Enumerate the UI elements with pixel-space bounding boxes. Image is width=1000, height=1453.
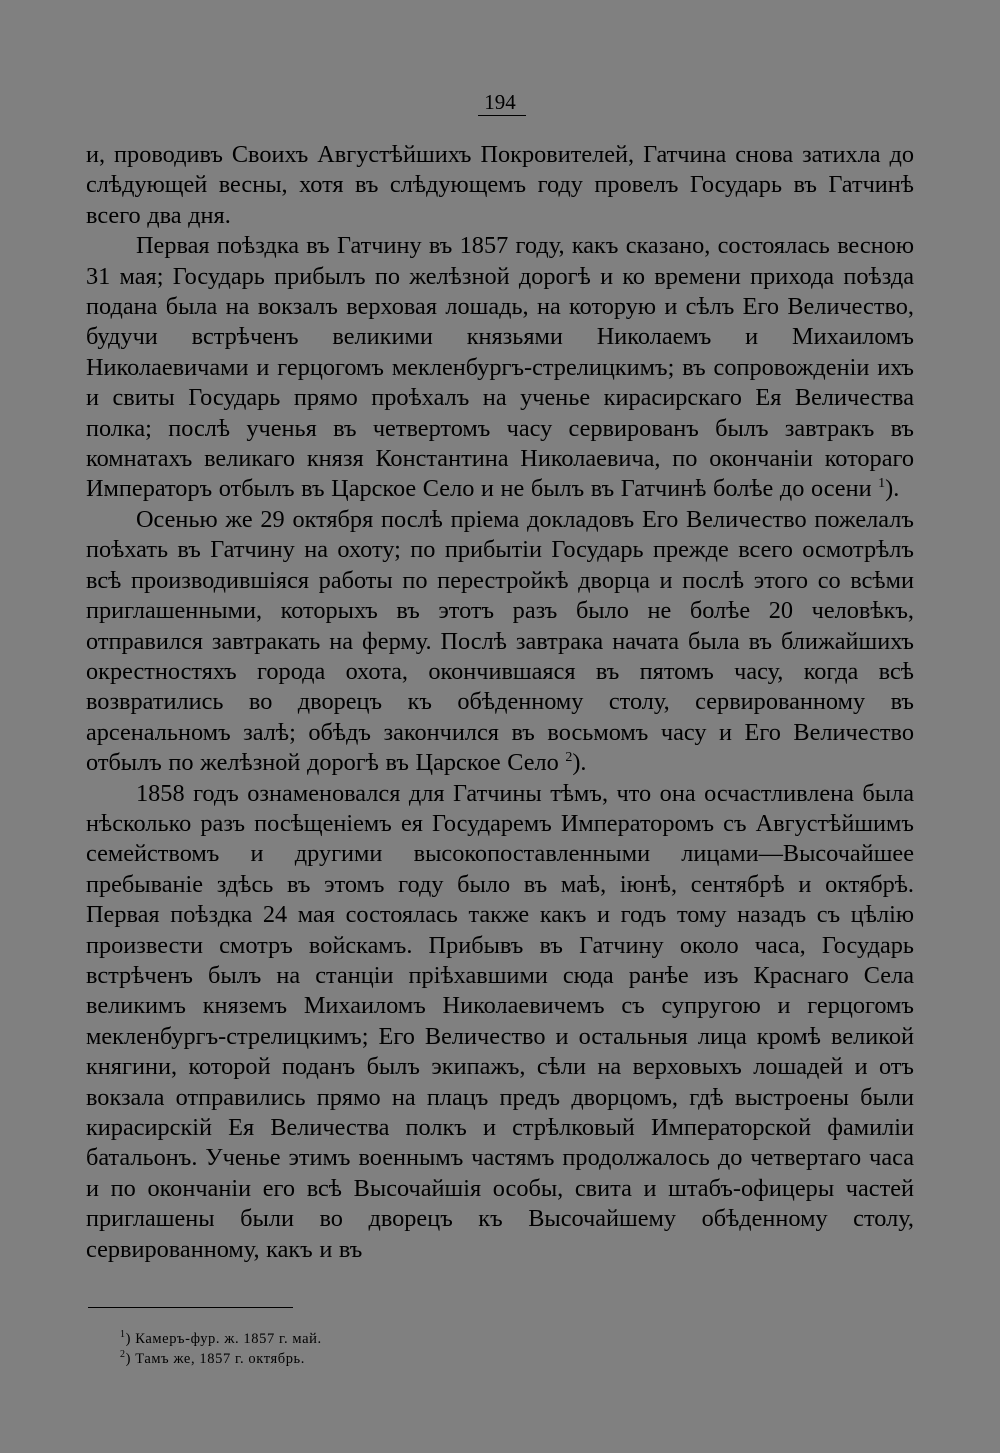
footnote-separator xyxy=(88,1307,293,1308)
footnote-ref-2-close: ). xyxy=(572,749,587,777)
page-number: 194 xyxy=(484,90,516,114)
footnote-2 xyxy=(120,1349,720,1369)
footnote-2-marker: 2 xyxy=(120,1349,126,1360)
footnote-ref-1-close: ). xyxy=(885,475,900,503)
footnotes xyxy=(120,1329,720,1369)
footnote-1-marker: 1 xyxy=(120,1329,126,1340)
footnote-1-text: ) Камеръ-фур. ж. 1857 г. май. xyxy=(125,1331,322,1347)
paragraph-4-text: 1858 годъ ознаменовался для Гатчины тѣмъ, что она осчастливлена была нѣсколько разъ посѣщеніемъ ея Государемъ Императоромъ съ Августѣйшимъ семействомъ и другими высокопоставленными лицами—Высочайшее пребываніе здѣсь въ этомъ году было въ маѣ, іюнѣ, сентябрѣ и октябрѣ. Первая поѣздка 24 мая состоялась также какъ и годъ тому назадъ съ цѣлію произвести смотръ войскамъ. Прибывъ въ Гатчину около часа, Государь встрѣченъ былъ на станціи пріѣхавшими сюда ранѣе изъ Краснаго Села великимъ княземъ Михаиломъ Николаевичемъ съ супругою и герцогомъ мекленбургъ-стрелицкимъ; Его Величество и остальныя лица кромѣ великой княгини, которой поданъ былъ экипажъ, сѣли на верховыхъ лошадей и отъ вокзала отправились прямо на плацъ предъ дворцомъ, гдѣ выстроены были кирасирскій Ея Величества полкъ и стрѣлковый Императорской фамиліи батальонъ. Ученье этимъ военнымъ частямъ продолжалось до четвертаго часа и по окончаніи его всѣ Высочайшія особы, свита и штабъ-офицеры частей приглашены были во дворецъ къ Высочайшему обѣденному столу, сервированному, какъ и въ xyxy=(86,779,914,1263)
paragraph-1-text: и, проводивъ Своихъ Августѣйшихъ Покровителей, Гатчина снова затихла до слѣдующей весны, хотя въ слѣдующемъ году провелъ Государь въ Гатчинѣ всего два дня. xyxy=(86,141,914,229)
paragraph-2-text: Первая поѣздка въ Гатчину въ 1857 году, какъ сказано, состоялась весною 31 мая; Государь прибылъ по желѣзной дорогѣ и ко времени прихода поѣзда подана была на вокзалъ верховая лошадь, на которую и сѣлъ Его Величество, будучи встрѣченъ великими князьями Николаемъ и Михаиломъ Николаевичами и герцогомъ мекленбургъ-стрелицкимъ; въ сопровожденіи ихъ и свиты Государь прямо проѣхалъ на ученье кирасирскаго Ея Величества полка; послѣ ученья въ четвертомъ часу сервированъ былъ завтракъ въ комнатахъ великаго князя Константина Николаевича, по окончаніи котораго Императоръ отбылъ въ Царское Село и не былъ въ Гатчинѣ болѣе до осени xyxy=(86,232,914,503)
page-number-underline xyxy=(478,115,526,116)
main-text xyxy=(86,140,914,1265)
paragraph-1 xyxy=(86,140,914,231)
paragraph-2 xyxy=(86,231,914,505)
paragraph-3-text: Осенью же 29 октября послѣ пріема докладовъ Его Величество пожелалъ поѣхать въ Гатчину на охоту; по прибытіи Государь прежде всего осмотрѣлъ всѣ производившіяся работы по перестройкѣ дворца и послѣ этого со всѣми приглашенными, которыхъ въ этотъ разъ было не болѣе 20 человѣкъ, отправился завтракать на ферму. Послѣ завтрака начата была въ ближайшихъ окрестностяхъ города охота, окончившаяся въ пятомъ часу, когда всѣ возвратились во дворецъ къ обѣденному столу, сервированному въ арсенальномъ залѣ; обѣдъ закончился въ восьмомъ часу и Его Величество отбылъ по желѣзной дорогѣ въ Царское Село xyxy=(86,505,914,777)
footnote-ref-1: 1 xyxy=(878,476,886,492)
footnote-ref-2: 2 xyxy=(565,750,573,766)
footnote-1 xyxy=(120,1329,720,1349)
footnote-2-text: ) Тамъ же, 1857 г. октябрь. xyxy=(125,1351,305,1367)
paragraph-3 xyxy=(86,505,914,779)
paragraph-4 xyxy=(86,779,914,1266)
